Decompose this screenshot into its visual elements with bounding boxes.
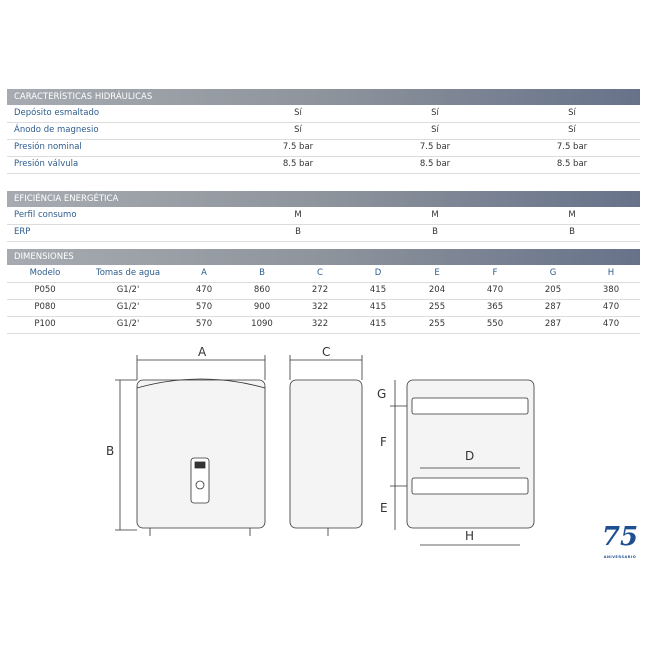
row-value: Sí xyxy=(568,125,576,135)
cell: 204 xyxy=(428,285,446,295)
cell: 415 xyxy=(369,285,387,295)
row-value: Sí xyxy=(568,108,576,118)
row-label: Perfil consumo xyxy=(14,210,77,220)
row-value: 8.5 bar xyxy=(556,159,588,169)
column-header: F xyxy=(492,268,498,278)
row-value: M xyxy=(431,210,439,220)
column-header: A xyxy=(201,268,207,278)
table-row xyxy=(7,299,640,317)
row-value: B xyxy=(432,227,438,237)
column-header: C xyxy=(317,268,323,278)
table-row xyxy=(7,224,640,242)
cell: 570 xyxy=(195,319,213,329)
dim-label-h: H xyxy=(465,529,475,543)
row-label: Ánodo de magnesio xyxy=(14,125,99,135)
dim-label-g: G xyxy=(377,387,387,401)
cell: P100 xyxy=(34,319,56,329)
section-header-eficiencia: EFICIÉNCIA ENERGÉTICA xyxy=(7,191,640,207)
dim-label-d: D xyxy=(465,449,475,463)
row-value: Sí xyxy=(294,125,302,135)
cell: 1090 xyxy=(251,319,273,329)
row-value: 7.5 bar xyxy=(556,142,588,152)
column-header: H xyxy=(607,268,615,278)
column-header: Tomas de agua xyxy=(95,268,161,278)
table-row xyxy=(7,316,640,334)
row-value: 8.5 bar xyxy=(282,159,314,169)
front-view xyxy=(115,355,265,536)
row-value: M xyxy=(294,210,302,220)
cell: 287 xyxy=(544,319,562,329)
row-value: M xyxy=(568,210,576,220)
table-row xyxy=(7,105,640,123)
cell: 470 xyxy=(195,285,213,295)
row-value: 7.5 bar xyxy=(419,142,451,152)
cell: 860 xyxy=(253,285,271,295)
dim-label-b: B xyxy=(106,444,115,458)
dim-label-c: C xyxy=(322,345,331,359)
cell: 470 xyxy=(486,285,504,295)
dim-label-e: E xyxy=(380,501,388,515)
section-header-hidraulicas: CARACTERÍSTICAS HIDRÁULICAS xyxy=(7,89,640,105)
row-value: Sí xyxy=(294,108,302,118)
cell: 415 xyxy=(369,319,387,329)
dim-label-f: F xyxy=(380,435,387,449)
cell: G1/2' xyxy=(116,285,140,295)
table-row xyxy=(7,282,640,300)
cell: 415 xyxy=(369,302,387,312)
cell: 287 xyxy=(544,302,562,312)
cell: 205 xyxy=(544,285,562,295)
table-row xyxy=(7,122,640,140)
anniversary-logo xyxy=(598,522,642,560)
table-row xyxy=(7,139,640,157)
row-label: Depósito esmaltado xyxy=(14,108,100,118)
dim-label-a: A xyxy=(198,345,207,359)
cell: 365 xyxy=(486,302,504,312)
row-value: B xyxy=(295,227,301,237)
row-label: ERP xyxy=(14,227,31,237)
row-value: B xyxy=(569,227,575,237)
column-header: B xyxy=(259,268,265,278)
logo-text: ANIVERSARIO xyxy=(603,555,637,559)
row-value: 8.5 bar xyxy=(419,159,451,169)
cell: 322 xyxy=(311,319,329,329)
back-view xyxy=(390,380,534,545)
cell: P050 xyxy=(34,285,56,295)
table-header-row xyxy=(7,265,640,283)
table-row xyxy=(7,156,640,174)
cell: G1/2' xyxy=(116,319,140,329)
table-row xyxy=(7,207,640,225)
row-value: Sí xyxy=(431,125,439,135)
cell: 470 xyxy=(602,319,620,329)
cell: 255 xyxy=(428,302,446,312)
row-value: Sí xyxy=(431,108,439,118)
column-header: G xyxy=(549,268,557,278)
cell: 570 xyxy=(195,302,213,312)
cell: 470 xyxy=(602,302,620,312)
row-value: 7.5 bar xyxy=(282,142,314,152)
column-header: D xyxy=(374,268,382,278)
cell: G1/2' xyxy=(116,302,140,312)
row-label: Presión válvula xyxy=(14,159,79,169)
logo-number: 75 xyxy=(601,522,639,552)
cell: 550 xyxy=(486,319,504,329)
cell: 380 xyxy=(602,285,620,295)
cell: 255 xyxy=(428,319,446,329)
cell: P080 xyxy=(34,302,56,312)
cell: 272 xyxy=(311,285,329,295)
column-header: E xyxy=(434,268,440,278)
column-header: Modelo xyxy=(29,268,61,278)
row-label: Presión nominal xyxy=(14,142,82,152)
cell: 900 xyxy=(253,302,271,312)
cell: 322 xyxy=(311,302,329,312)
side-view xyxy=(290,355,362,536)
section-header-dimensiones: DIMENSIONES xyxy=(7,249,640,265)
dimension-diagram xyxy=(0,340,650,570)
